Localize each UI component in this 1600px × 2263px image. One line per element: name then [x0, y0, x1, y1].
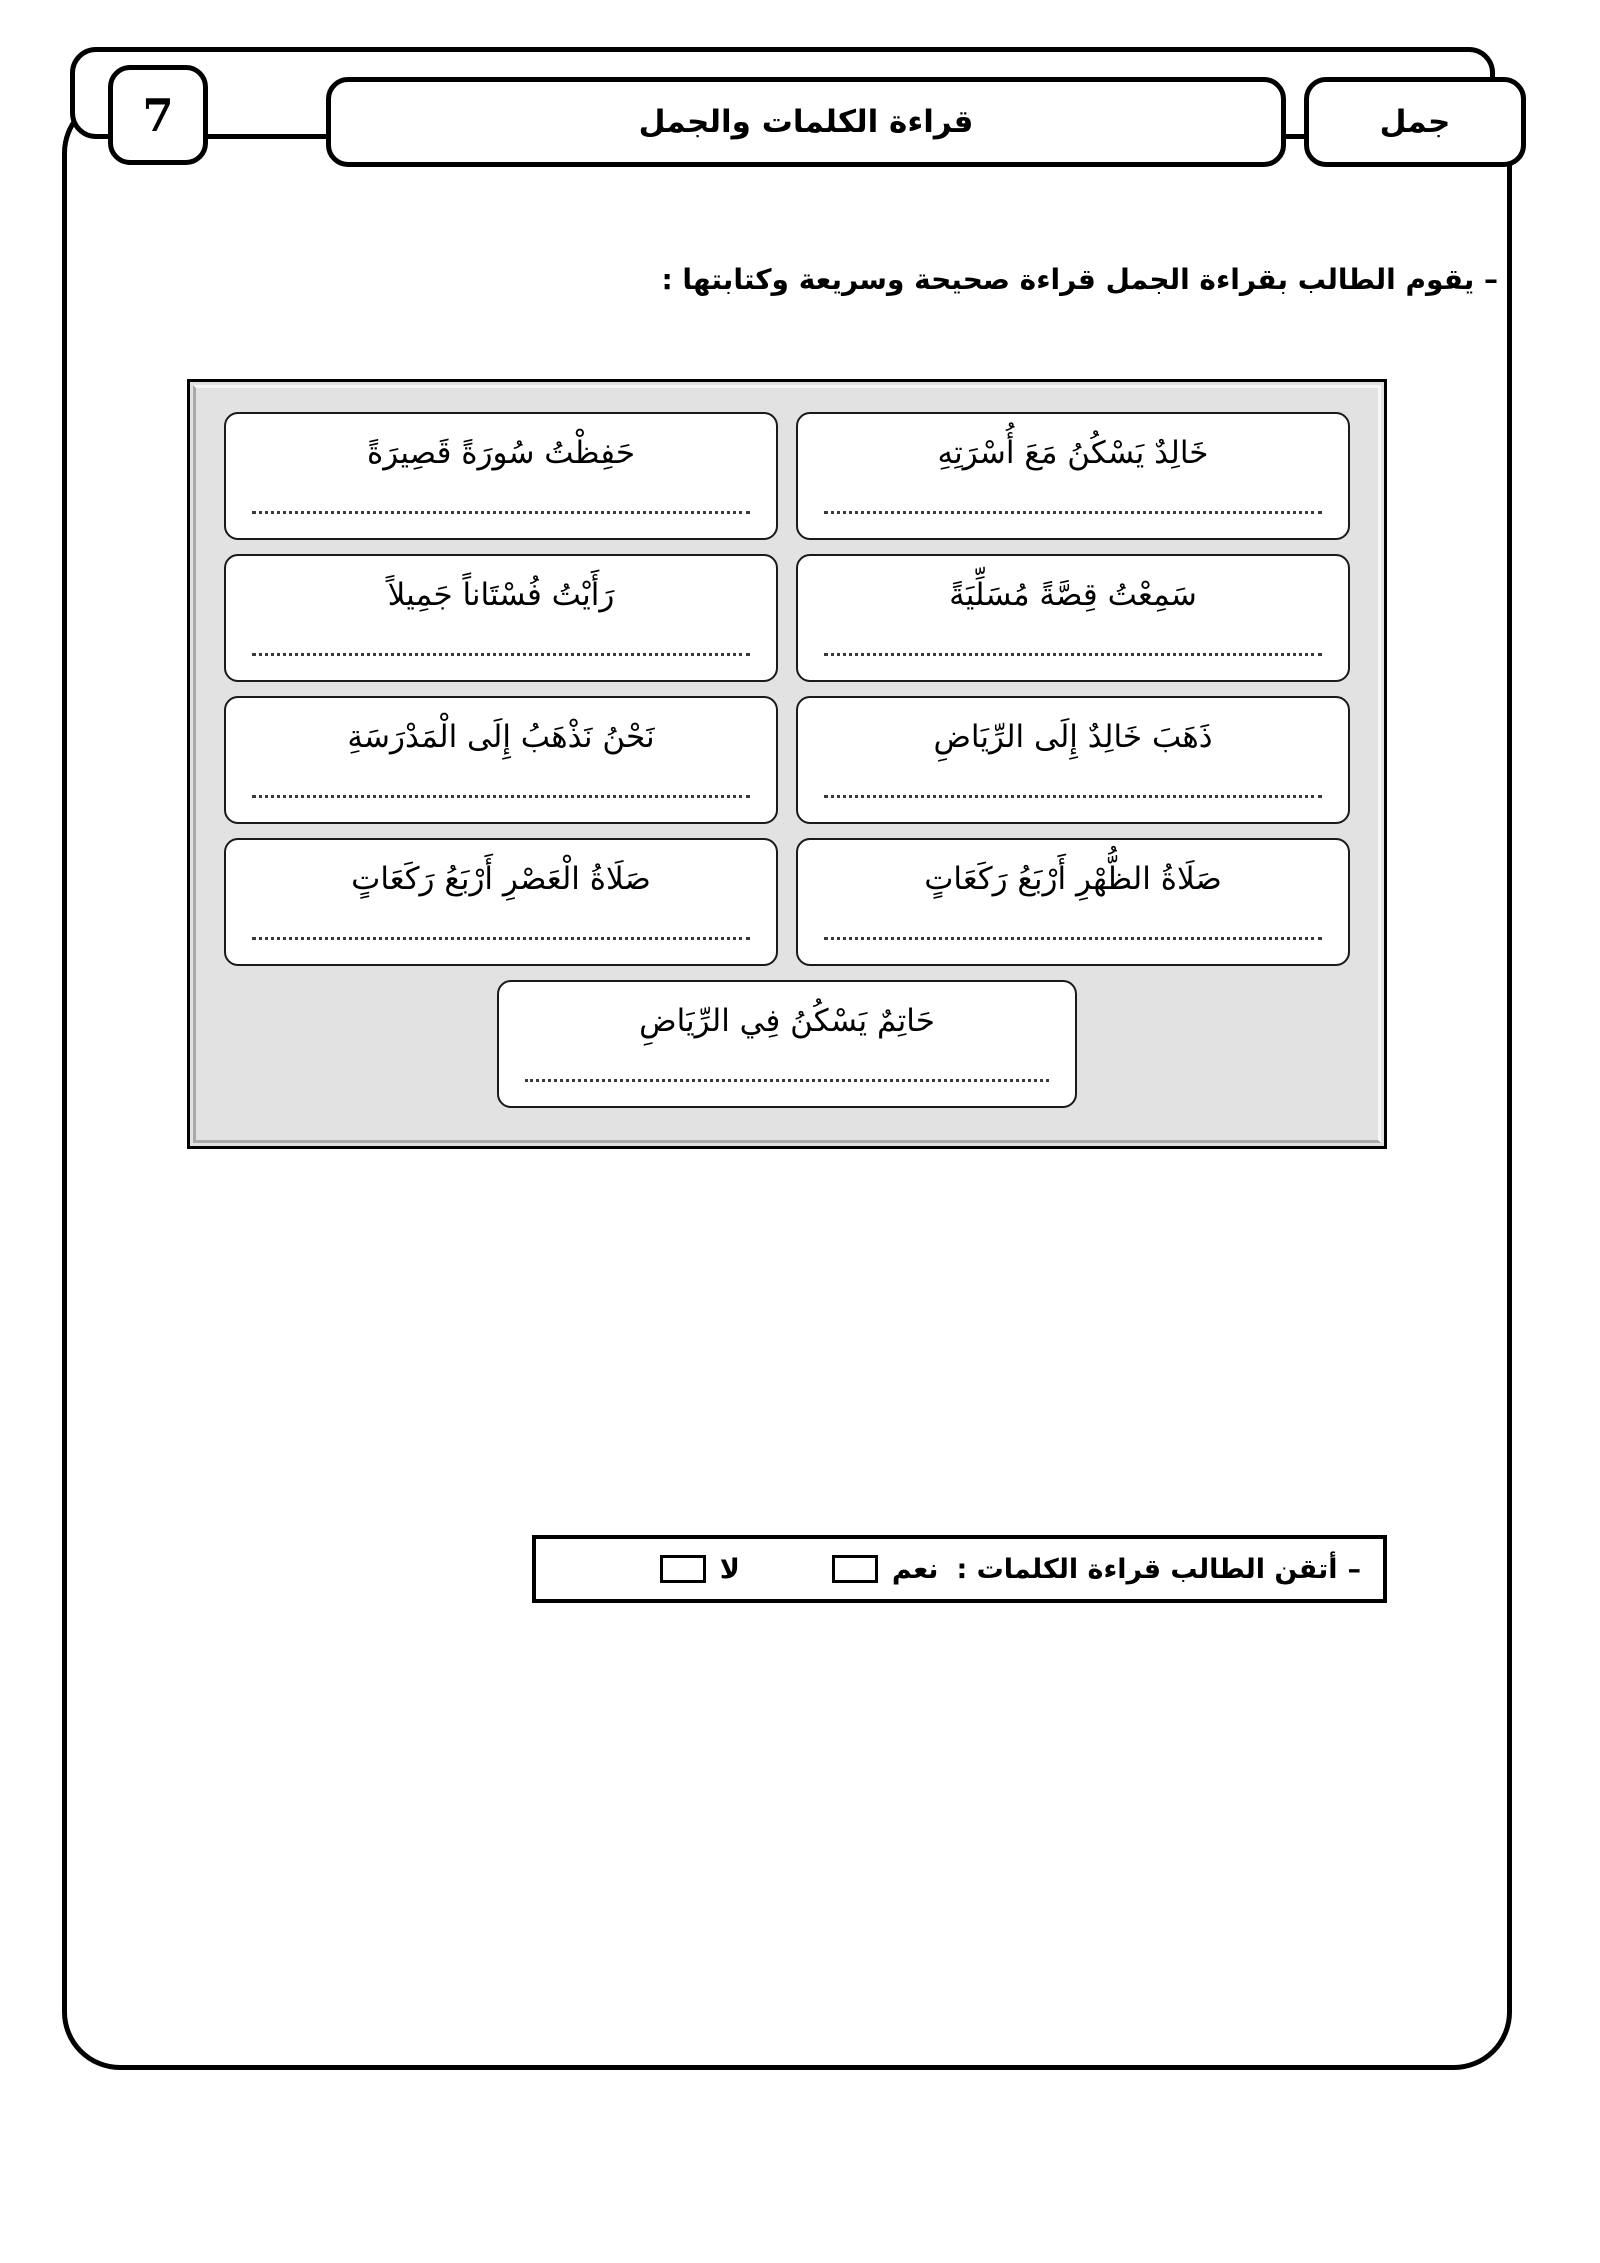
assessment-no-label: لا: [719, 1553, 740, 1585]
page-number-chip: [108, 65, 208, 165]
exercise-panel-inner: [193, 385, 1381, 1143]
title-chip: [326, 77, 1286, 167]
sentence-card[interactable]: [796, 554, 1350, 682]
assessment-yes-checkbox[interactable]: [832, 1555, 878, 1583]
assessment-no-checkbox[interactable]: [660, 1555, 706, 1583]
sentence-card[interactable]: [224, 838, 778, 966]
sentence-card[interactable]: [224, 696, 778, 824]
sentence-text: ذَهَبَ خَالِدٌ إِلَى الرِّيَاضِ: [933, 719, 1213, 755]
writing-line[interactable]: [252, 508, 750, 514]
worksheet-page: [62, 35, 1538, 2095]
sentence-text: حَاتِمٌ يَسْكُنُ فِي الرِّيَاضِ: [639, 1003, 935, 1039]
card-row-final: [224, 980, 1350, 1108]
assessment-option-yes[interactable]: [832, 1554, 939, 1585]
assessment-dash: –: [1347, 1553, 1361, 1585]
writing-line[interactable]: [824, 934, 1322, 940]
sentence-text: صَلَاةُ الْعَصْرِ أَرْبَعُ رَكَعَاتٍ: [351, 861, 651, 897]
sentence-text: صَلَاةُ الظُّهْرِ أَرْبَعُ رَكَعَاتٍ: [924, 861, 1222, 897]
page-title: قراءة الكلمات والجمل: [638, 103, 974, 140]
card-row: [224, 838, 1350, 966]
subject-chip: [1304, 77, 1526, 167]
writing-line[interactable]: [252, 792, 750, 798]
exercise-panel: [187, 379, 1387, 1149]
assessment-label: أتقن الطالب قراءة الكلمات :: [956, 1553, 1338, 1585]
card-row: [224, 554, 1350, 682]
card-row: [224, 696, 1350, 824]
writing-line[interactable]: [824, 792, 1322, 798]
writing-line[interactable]: [252, 650, 750, 656]
writing-line[interactable]: [252, 934, 750, 940]
writing-line[interactable]: [525, 1076, 1049, 1082]
subject-label: جمل: [1379, 103, 1451, 140]
sentence-card[interactable]: [497, 980, 1077, 1108]
sentence-card[interactable]: [224, 554, 778, 682]
sentence-text: سَمِعْتُ قِصَّةً مُسَلِّيَةً: [949, 577, 1197, 613]
sentence-text: خَالِدٌ يَسْكُنُ مَعَ أُسْرَتِهِ: [937, 435, 1209, 471]
sentence-card[interactable]: [224, 412, 778, 540]
sentence-card-grid: [224, 412, 1350, 1108]
assessment-option-no[interactable]: [660, 1554, 740, 1585]
sentence-card[interactable]: [796, 838, 1350, 966]
sentence-text: رَأَيْتُ فُسْتَاناً جَمِيلاً: [387, 577, 615, 613]
instruction-text: – يقوم الطالب بقراءة الجمل قراءة صحيحة وسريعة وكتابتها :: [661, 263, 1498, 296]
sentence-card[interactable]: [796, 696, 1350, 824]
worksheet-header: [62, 35, 1538, 155]
sentence-card[interactable]: [796, 412, 1350, 540]
page-number: 7: [142, 88, 174, 142]
writing-line[interactable]: [824, 650, 1322, 656]
sentence-text: حَفِظْتُ سُورَةً قَصِيرَةً: [366, 435, 636, 471]
card-row: [224, 412, 1350, 540]
assessment-yes-label: نعم: [891, 1553, 939, 1585]
writing-line[interactable]: [824, 508, 1322, 514]
assessment-bar: [532, 1535, 1387, 1603]
sentence-text: نَحْنُ نَذْهَبُ إِلَى الْمَدْرَسَةِ: [347, 719, 655, 755]
